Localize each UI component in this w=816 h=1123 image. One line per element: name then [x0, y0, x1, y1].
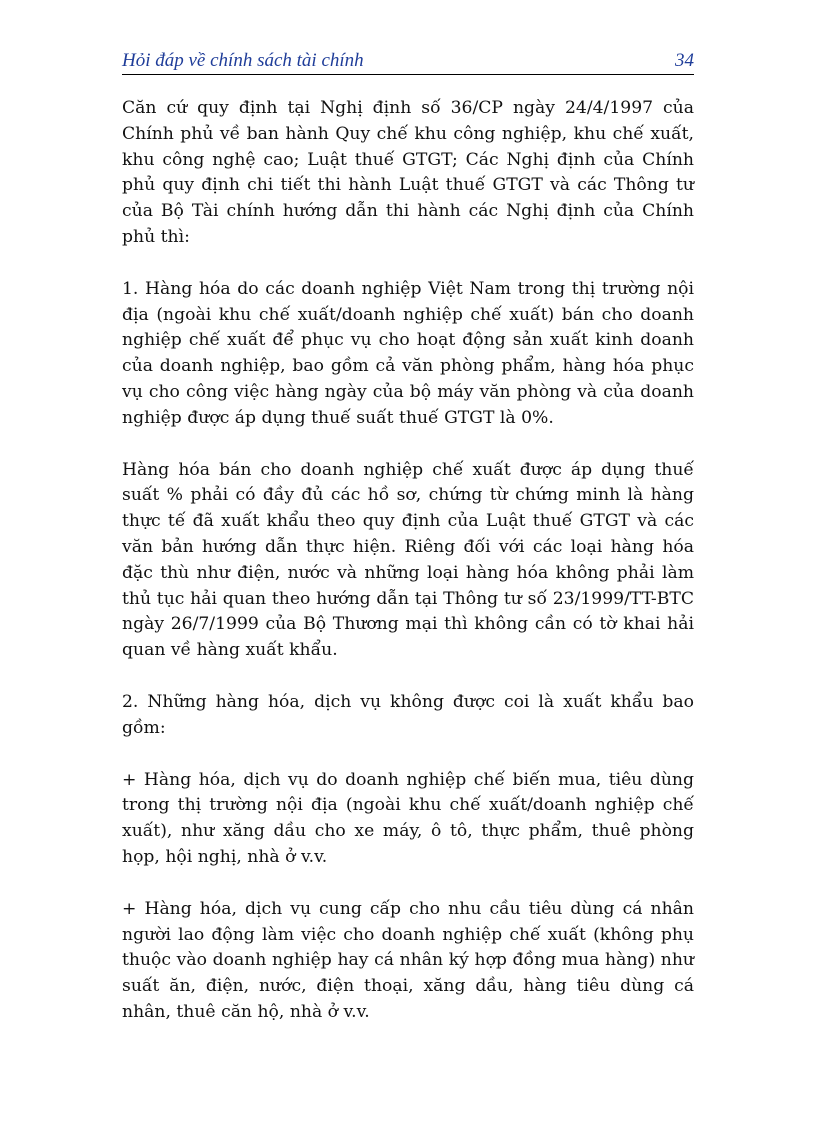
- page-number: 34: [675, 50, 694, 71]
- page-header: [122, 50, 694, 75]
- paragraph-bullet-2: + Hàng hóa, dịch vụ cung cấp cho nhu cầu tiêu dùng cá nhân người lao động làm việc cho doanh nghiệp chế xuất (không phụ thuộc vào doanh nghiệp hay cá nhân ký hợp đồng mua hàng) như suất ăn, điện, nước, điện thoại, xăng dầu, hàng tiêu dùng cá nhân, thuê căn hộ, nhà ở v.v.: [122, 898, 694, 1022]
- paragraph-item-1: 1. Hàng hóa do các doanh nghiệp Việt Nam trong thị trường nội địa (ngoài khu chế xuất/doanh nghiệp chế xuất) bán cho doanh nghiệp chế xuất để phục vụ cho hoạt động sản xuất kinh doanh của doanh nghiệp, bao gồm cả văn phòng phẩm, hàng hóa phục vụ cho công việc hàng ngày của bộ máy văn phòng và của doanh nghiệp được áp dụng thuế suất thuế GTGT là 0%.: [122, 278, 694, 428]
- paragraph-intro: Căn cứ quy định tại Nghị định số 36/CP ngày 24/4/1997 của Chính phủ về ban hành Quy chế khu công nghiệp, khu chế xuất, khu công nghệ cao; Luật thuế GTGT; Các Nghị định của Chính phủ quy định chi tiết thi hành Luật thuế GTGT và các Thông tư của Bộ Tài chính hướng dẫn thi hành các Nghị định của Chính phủ thì:: [122, 98, 694, 247]
- paragraph-item-1-note: Hàng hóa bán cho doanh nghiệp chế xuất được áp dụng thuế suất % phải có đầy đủ các hồ sơ, chứng từ chứng minh là hàng thực tế đã xuất khẩu theo quy định của Luật thuế GTGT và các văn bản hướng dẫn thực hiện. Riêng đối với các loại hàng hóa đặc thù như điện, nước và những loại hàng hóa không phải làm thủ tục hải quan theo hướng dẫn tại Thông tư số 23/1999/TT-BTC ngày 26/7/1999 của Bộ Thương mại thì không cần có tờ khai hải quan về hàng xuất khẩu.: [122, 459, 694, 661]
- header-title: Hỏi đáp về chính sách tài chính: [122, 50, 364, 71]
- document-body: [122, 96, 694, 1052]
- paragraph-bullet-1: + Hàng hóa, dịch vụ do doanh nghiệp chế biến mua, tiêu dùng trong thị trường nội địa (ngoài khu chế xuất/doanh nghiệp chế xuất), như xăng dầu cho xe máy, ô tô, thực phẩm, thuê phòng họp, hội nghị, nhà ở v.v.: [122, 769, 694, 867]
- paragraph-item-2: 2. Những hàng hóa, dịch vụ không được coi là xuất khẩu bao gồm:: [122, 691, 694, 738]
